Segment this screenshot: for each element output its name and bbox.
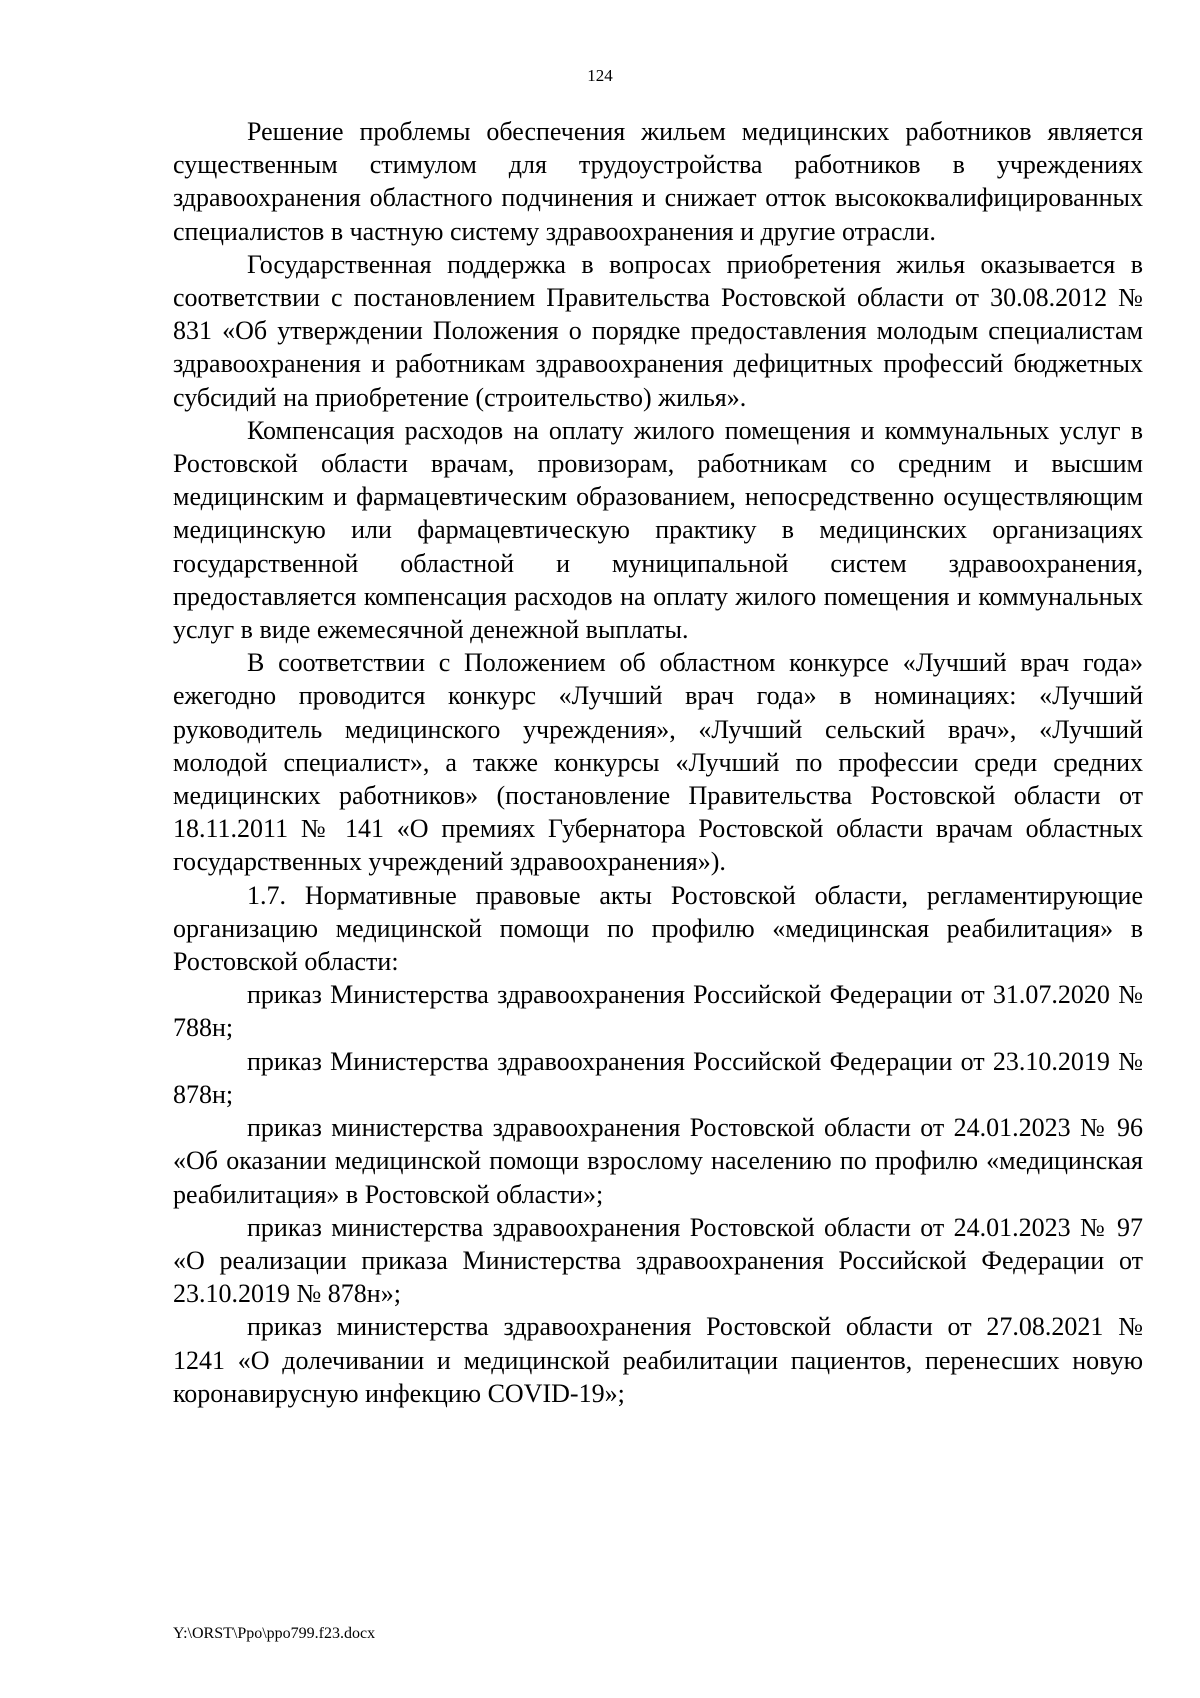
paragraph-section-1-7: 1.7. Нормативные правовые акты Ростовской области, регламентирующие организацию медицинской помощи по профилю «медицинская реабилитация» в Ростовской области: bbox=[173, 880, 1143, 977]
list-item-order-878n: приказ Министерства здравоохранения Российской Федерации от 23.10.2019 № 878н; bbox=[173, 1046, 1143, 1109]
document-body bbox=[173, 115, 1143, 1410]
paragraph-best-doctor-contest: В соответствии с Положением об областном конкурсе «Лучший врач года» ежегодно проводится конкурс «Лучший врач года» в номинациях: «Лучший руководитель медицинского учреждения», «Лучший сельский врач», «Лучший молодой специалист», а также конкурсы «Лучший по профессии среди средних медицинских работников» (постановление Правительства Ростовской области от 18.11.2011 № 141 «О премиях Губернатора Ростовской области врачам областных государственных учреждений здравоохранения»). bbox=[173, 648, 1143, 877]
paragraph-state-support: Государственная поддержка в вопросах приобретения жилья оказывается в соответствии с постановлением Правительства Ростовской области от 30.08.2012 № 831 «Об утверждении Положения о порядке предоставления молодым специалистам здравоохранения и работникам здравоохранения дефицитных профессий бюджетных субсидий на приобретение (строительство) жилья». bbox=[173, 249, 1143, 412]
paragraph-compensation: Компенсация расходов на оплату жилого помещения и коммунальных услуг в Ростовской области врачам, провизорам, работникам со средним и высшим медицинским и фармацевтическим образованием, непосредственно осуществляющим медицинскую или фармацевтическую практику в медицинских организациях государственной областной и муниципальной систем здравоохранения, предоставляется компенсация расходов на оплату жилого помещения и коммунальных услуг в виде ежемесячной денежной выплаты. bbox=[173, 415, 1143, 645]
list-item-order-788n: приказ Министерства здравоохранения Российской Федерации от 31.07.2020 № 788н; bbox=[173, 980, 1143, 1043]
list-item-order-1241: приказ министерства здравоохранения Ростовской области от 27.08.2021 № 1241 «О долечивании и медицинской реабилитации пациентов, перенесших новую коронавирусную инфекцию COVID-19»; bbox=[173, 1312, 1143, 1408]
list-item-order-97: приказ министерства здравоохранения Ростовской области от 24.01.2023 № 97 «О реализации приказа Министерства здравоохранения Российской Федерации от 23.10.2019 № 878н»; bbox=[173, 1212, 1143, 1309]
page-number: 124 bbox=[587, 66, 613, 85]
list-item-order-96: приказ министерства здравоохранения Ростовской области от 24.01.2023 № 96 «Об оказании медицинской помощи взрослому населению по профилю «медицинская реабилитация» в Ростовской области»; bbox=[173, 1113, 1143, 1209]
paragraph-housing-problem: Решение проблемы обеспечения жильем медицинских работников является существенным стимулом для трудоустройства работников в учреждениях здравоохранения областного подчинения и снижает отток высококвалифицированных специалистов в частную систему здравоохранения и другие отрасли. bbox=[173, 117, 1143, 246]
footer-file-path: Y:\ORST\Ppo\ppo799.f23.docx bbox=[173, 1625, 376, 1642]
